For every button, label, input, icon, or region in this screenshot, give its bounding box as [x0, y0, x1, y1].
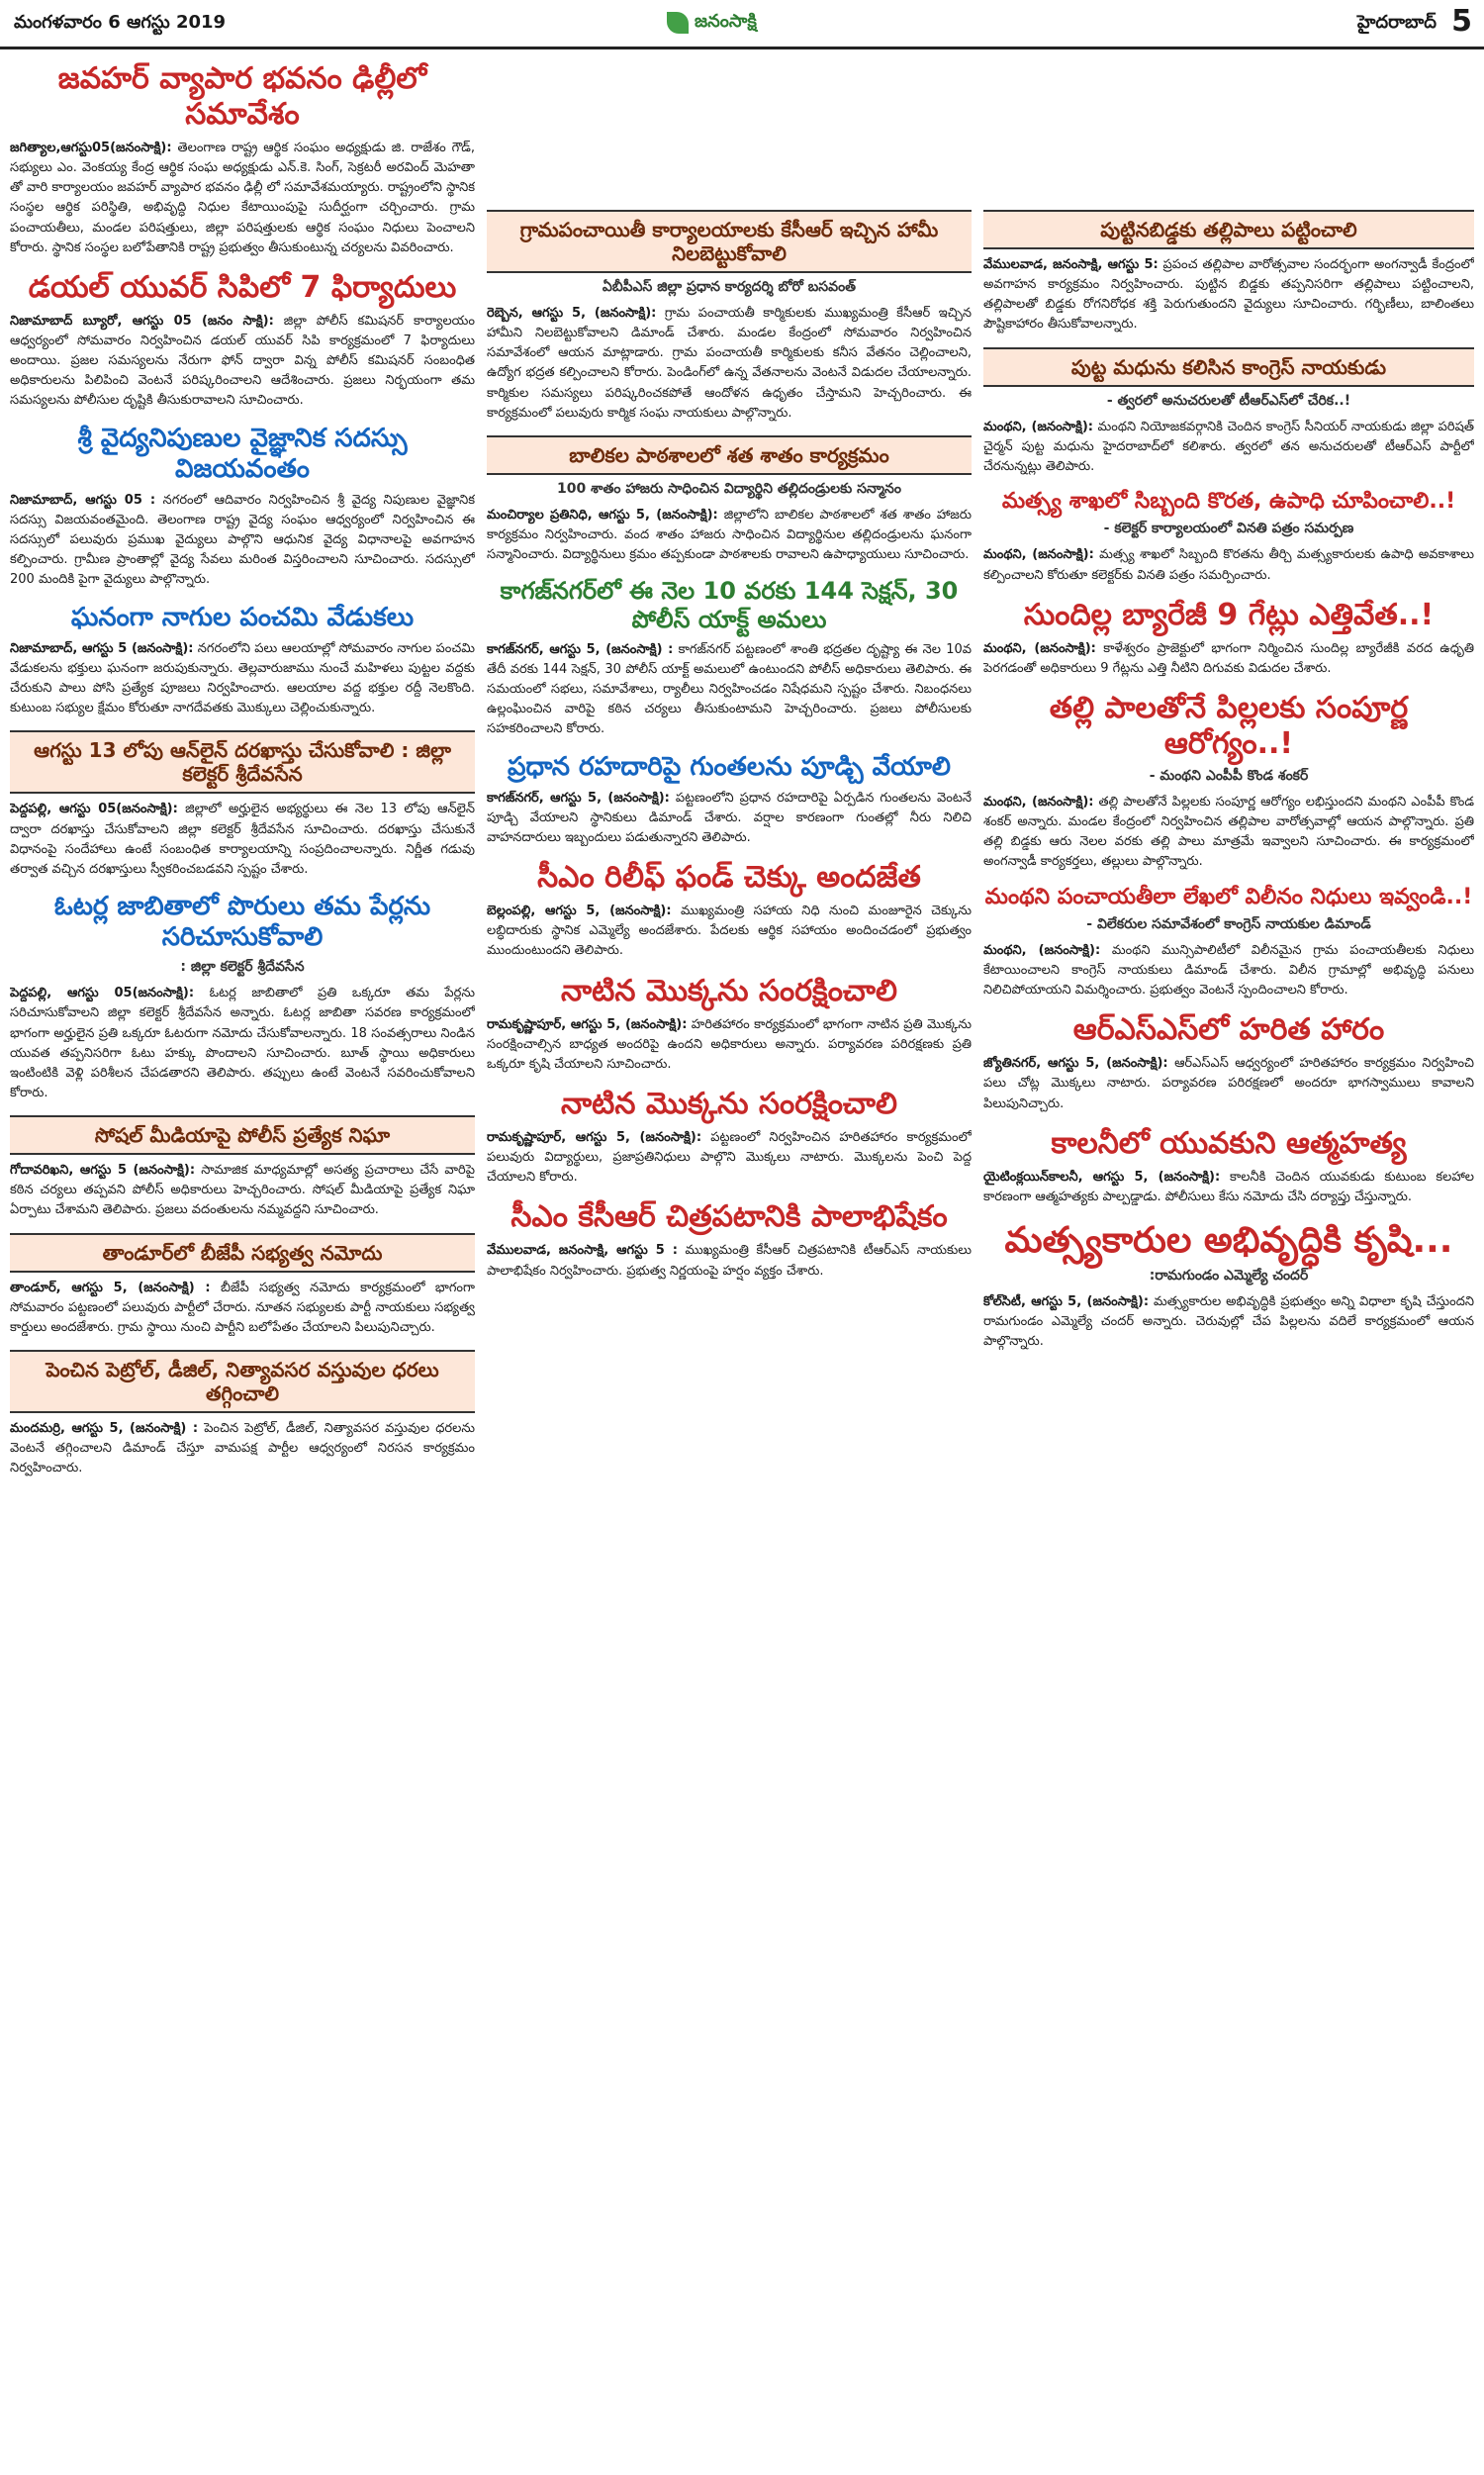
dateline: తాండూర్, ఆగస్టు 5, (జనంసాక్షి) :	[10, 1280, 211, 1295]
article	[983, 1012, 1474, 1113]
article-text: సామాజిక మాధ్యమాల్లో అసత్య ప్రచారాలు చేసే వారిపై కఠిన చర్యలు తప్పవని పోలీస్ అధికారులు హెచ్చరించారు. సోషల్ మీడియాపై ప్రత్యేక నిఘా ఏర్పాటు చేశామని తెలిపారు. ప్రజలు వదంతులను నమ్మవద్దని సూచించారు.	[10, 1163, 475, 1218]
dateline: బెల్లంపల్లి, ఆగస్టు 5, (జనంసాక్షి):	[487, 904, 672, 919]
headline: గ్రామపంచాయితీ కార్యాలయాలకు కేసీఆర్ ఇచ్చిన హామీ నిలబెట్టుకోవాలి	[487, 210, 972, 273]
dateline: మంథని, (జనంసాక్షి):	[983, 942, 1101, 958]
article	[487, 435, 972, 565]
article	[10, 730, 475, 880]
article-body	[10, 639, 475, 719]
article	[487, 1087, 972, 1188]
article-body	[983, 255, 1474, 335]
dateline: నిజామాబాద్, ఆగస్టు 05 :	[10, 492, 156, 508]
article	[487, 210, 972, 424]
article-body	[487, 640, 972, 740]
dateline: మంథని, (జనంసాక్షి):	[983, 640, 1096, 656]
article	[983, 1219, 1474, 1353]
headline: పుట్ట మధును కలిసిన కాంగ్రెస్ నాయకుడు	[983, 347, 1474, 387]
headline: శ్రీ వైద్యనిపుణుల వైజ్ఞానిక సదస్సు విజయవంతం	[77, 423, 408, 484]
article	[487, 752, 972, 849]
article-text: గ్రామ పంచాయతీ కార్మికులకు ముఖ్యమంత్రి కేసీఆర్ ఇచ్చిన హామీని నిలబెట్టుకోవాలని డిమాండ్ చేశారు. మండల కేంద్రంలో సోమవారం నిర్వహించిన సమావేశంలో ఆయన మాట్లాడారు. గ్రామ పంచాయతీ కార్మికులకు కనీస వేతనం చెల్లించాలని, ఉద్యోగ భద్రత కల్పించాలని కోరారు. పెండింగ్‌లో ఉన్న వేతనాలను వెంటనే విడుదల చేయాలన్నారు. కార్మికుల సమస్యలు పరిష్కరించకపోతే ఆందోళన ఉధృతం చేస్తామని హెచ్చరించారు. ఈ కార్యక్రమంలో పలువురు కార్మిక సంఘ నాయకులు పాల్గొన్నారు.	[487, 306, 972, 421]
article	[487, 1199, 972, 1281]
article-text: మంథని మున్సిపాలిటీలో విలీనమైన గ్రామ పంచాయతీలకు నిధులు కేటాయించాలని కాంగ్రెస్ నాయకులు డిమాండ్ చేశారు. విలీన గ్రామాల్లో అభివృద్ధి పనులు నిలిచిపోయాయని విమర్శించారు. ప్రభుత్వం వెంటనే స్పందించాలని కోరారు.	[983, 942, 1474, 999]
article-body	[10, 1279, 475, 1338]
dateline: కాగజ్‌నగర్, ఆగస్టు 5, (జనంసాక్షి):	[487, 790, 670, 806]
article-text: తల్లి పాలతోనే పిల్లలకు సంపూర్ణ ఆరోగ్యం లభిస్తుందని మంథని ఎంపీపీ కొండ శంకర్ అన్నారు. మండల కేంద్రంలో నిర్వహించిన తల్లిపాల వారోత్సవాల్లో ఆయన పాల్గొన్నారు. ప్రతి తల్లి బిడ్డకు ఆరు నెలల వరకు తల్లి పాలు మాత్రమే ఇవ్వాలని సూచించారు. ఈ కార్యక్రమంలో అంగన్వాడీ కార్యకర్తలు, తల్లులు పాల్గొన్నారు.	[983, 794, 1474, 870]
dateline: పెద్దపల్లి, ఆగస్టు 05(జనంసాక్షి):	[10, 802, 178, 817]
article	[10, 892, 475, 1103]
paper-logo	[653, 6, 771, 40]
article-text: జిల్లాలో అర్హులైన అభ్యర్థులు ఈ నెల 13 లోపు ఆన్‌లైన్ ద్వారా దరఖాస్తు చేసుకోవాలని జిల్లా కలెక్టర్ శ్రీదేవసేన సూచించారు. దరఖాస్తు చేసుకునే విధానంపై సందేహాలు ఉంటే సంబంధిత కార్యాలయాన్ని సంప్రదించాలన్నారు. నిర్ణీత గడువు తర్వాత వచ్చిన దరఖాస్తులు స్వీకరించబడవని స్పష్టం చేశారు.	[10, 802, 475, 877]
headline: ఓటర్ల జాబితాలో పొరులు తమ పేర్లను సరిచూసుకోవాలి	[53, 891, 431, 953]
headline: సుందిల్ల బ్యారేజీ 9 గేట్లు ఎత్తివేత..!	[1023, 597, 1435, 632]
article	[983, 598, 1474, 679]
article-body	[10, 800, 475, 880]
top-continuation-area	[983, 61, 1474, 210]
article	[10, 270, 475, 412]
subhead: - త్వరలో అనుచరులతో టీఆర్ఎస్‌లో చేరిక..!	[1106, 392, 1351, 409]
article	[983, 885, 1474, 1001]
headline: సోషల్ మీడియాపై పోలీస్ ప్రత్యేక నిఘా	[10, 1115, 475, 1155]
headline: తల్లి పాలతోనే పిల్లలకు సంపూర్ణ ఆరోగ్యం..!	[1049, 690, 1409, 761]
headline: ఆగస్టు 13 లోపు ఆన్‌లైన్ దరఖాస్తు చేసుకోవాలి : జిల్లా కలెక్టర్ శ్రీదేవసేన	[10, 730, 475, 794]
article	[487, 577, 972, 739]
article	[10, 61, 475, 258]
subhead: - విలేకరుల సమావేశంలో కాంగ్రెస్ నాయకుల డిమాండ్	[1086, 915, 1371, 932]
article-text: తెలంగాణ రాష్ట్ర ఆర్థిక సంఘం అధ్యక్షుడు జి. రాజేశం గౌడ్, సభ్యులు ఎం. వెంకయ్య కేంద్ర ఆర్థిక సంఘ అధ్యక్షుడు ఎన్.కె. సింగ్, సెక్రటరీ అరవింద్ మెహతా తో వారి కార్యాలయం జవహర్ వ్యాపార భవనం ఢిల్లీ లో సమావేశమయ్యారు. రాష్ట్రంలోని స్థానిక సంస్థల ఆర్థిక పరిస్థితి, అభివృద్ధి నిధుల కేటాయింపుపై సుదీర్ఘంగా చర్చించారు. గ్రామ పంచాయతీలు, మండల పరిషత్తులు, జిల్లా పరిషత్తులకు ఆర్థిక సంఘం నిధులు పెంచాలని కోరారు. స్థానిక సంస్థల బలోపేతానికి రాష్ట్ర ప్రభుత్వం తీసుకుంటున్న చర్యలను వివరించారు.	[10, 141, 475, 255]
headline: ఘనంగా నాగుల పంచమి వేడుకలు	[70, 602, 415, 632]
headline: ప్రధాన రహదారిపై గుంతలను పూడ్చి వేయాలి	[508, 751, 951, 782]
article-text: బీజేపీ సభ్యత్వ నమోదు కార్యక్రమంలో భాగంగా సోమవారం పట్టణంలో పలువురు పార్టీలో చేరారు. నూతన సభ్యులకు పార్టీ నాయకులు సభ్యత్వ కార్డులు అందజేశారు. గ్రామ స్థాయి నుంచి పార్టీని బలోపేతం చేయాలని పిలుపునిచ్చారు.	[10, 1280, 475, 1335]
subhead: - మంథని ఎంపీపీ కొండ శంకర్	[1149, 767, 1309, 784]
article-body	[983, 1168, 1474, 1207]
dateline: మంచిర్యాల ప్రతినిధి, ఆగస్టు 5, (జనంసాక్షి):	[487, 507, 718, 523]
dateline: వేములవాడ, జనంసాక్షి, ఆగస్టు 5:	[983, 257, 1159, 272]
article-body	[487, 1241, 972, 1281]
article-text: జిల్లాలోని బాలికల పాఠశాలలో శత శాతం హాజరు కార్యక్రమం నిర్వహించారు. వంద శాతం హాజరు సాధించిన విద్యార్థినుల తల్లిదండ్రులను ఘనంగా సన్మానించారు. విద్యార్థినులు క్రమం తప్పకుండా పాఠశాలకు రావాలని ఉపాధ్యాయులు సూచించారు.	[487, 507, 972, 563]
subhead: : జిల్లా కలెక్టర్ శ్రీదేవసేన	[180, 959, 305, 976]
dateline: గోదావరిఖని, ఆగస్టు 5 (జనంసాక్షి):	[10, 1163, 196, 1179]
article-text: జిల్లా పోలీస్ కమిషనర్ కార్యాలయం ఆధ్వర్యంలో సోమవారం నిర్వహించిన డయల్ యువర్ సిపి కార్యక్రమంలో 7 ఫిర్యాదులు అందాయి. ప్రజల సమస్యలను నేరుగా ఫోన్ ద్వారా విన్న పోలీస్ కమిషనర్ సంబంధిత అధికారులను పిలిపించి వెంటనే పరిష్కరించాలని ఆదేశించారు. ప్రజలు నిర్భయంగా తమ సమస్యలను పోలీసుల దృష్టికి తీసుకురావాలని సూచించారు.	[10, 313, 475, 409]
column-1	[10, 61, 475, 2466]
headline: పుట్టినబిడ్డకు తల్లిపాలు పట్టించాలి	[983, 210, 1474, 249]
article-body	[983, 1054, 1474, 1113]
subhead: - కలెక్టర్ కార్యాలయంలో వినతి పత్రం సమర్పణ	[1103, 521, 1354, 537]
article-body	[10, 491, 475, 591]
dateline: యైటింక్లయిన్‌కాలనీ, ఆగస్టు 5, (జనంసాక్షి):	[983, 1169, 1221, 1185]
issue-date: మంగళవారం 6 ఆగస్టు 2019	[14, 12, 227, 33]
article-text: పట్టణంలో నిర్వహించిన హరితహారం కార్యక్రమంలో పలువురు విద్యార్థులు, ప్రజాప్రతినిధులు పాల్గొని మొక్కలు నాటారు. మొక్కలను పెంచి పెద్ద చేయాలని కోరారు.	[487, 1130, 972, 1186]
headline: బాలికల పాఠశాలలో శత శాతం కార్యక్రమం	[487, 435, 972, 475]
headline: కాగజ్‌నగర్‌లో ఈ నెల 10 వరకు 144 సెక్షన్, 30 పోలీస్ యాక్ట్ అమలు	[500, 577, 959, 634]
edition-city: హైదరాబాద్	[1356, 12, 1437, 33]
headline: తాండూర్‌లో బీజేపీ సభ్యత్వ నమోదు	[10, 1233, 475, 1273]
article-text: మత్స్య శాఖలో సిబ్బంది కొరతను తీర్చి మత్స్యకారులకు ఉపాధి అవకాశాలు కల్పించాలని కోరుతూ కలెక్టర్‌కు వినతి పత్రం సమర్పించారు.	[983, 547, 1474, 583]
dateline: రామకృష్ణాపూర్, ఆగస్టు 5, (జనంసాక్షి):	[487, 1130, 702, 1146]
article-body	[10, 139, 475, 258]
article-body	[983, 545, 1474, 585]
article-text: పట్టణంలోని ప్రధాన రహదారిపై ఏర్పడిన గుంతలను వెంటనే పూడ్చి వేయాలని స్థానికులు డిమాండ్ చేశారు. వర్షాల కారణంగా గుంతల్లో నీరు నిలిచి వాహనదారులు ఇబ్బందులు పడుతున్నారని తెలిపారు.	[487, 790, 972, 846]
article-body	[487, 1128, 972, 1188]
dateline: నిజామాబాద్, ఆగస్టు 5 (జనంసాక్షి):	[10, 640, 194, 656]
page-number: 5	[1451, 4, 1472, 39]
top-continuation-area	[487, 61, 972, 210]
article-text: కాలనీకి చెందిన యువకుడు కుటుంబ కలహాల కారణంగా ఆత్మహత్యకు పాల్పడ్డాడు. పోలీసులు కేసు నమోదు చేసి దర్యాప్తు చేస్తున్నారు.	[983, 1169, 1474, 1204]
article	[10, 1350, 475, 1478]
headline: నాటిన మొక్కను సంరక్షించాలి	[561, 1087, 897, 1122]
article-text: మత్స్యకారుల అభివృద్ధికి ప్రభుత్వం అన్ని విధాలా కృషి చేస్తుందని రామగుండం ఎమ్మెల్యే చందర్ అన్నారు. చెరువుల్లో చేప పిల్లలను వదిలే కార్యక్రమంలో ఆయన పాల్గొన్నారు.	[983, 1294, 1474, 1350]
leaf-icon	[667, 12, 689, 34]
subhead: :రామగుండం ఎమ్మెల్యే చందర్	[1149, 1268, 1309, 1285]
headline: మంథని పంచాయతీలా లేఖలో విలీనం నిధులు ఇవ్వండి..!	[984, 884, 1473, 909]
article-body	[983, 1292, 1474, 1352]
article-text: ఓటర్ల జాబితాలో ప్రతి ఒక్కరూ తమ పేర్లను సరిచూసుకోవాలని జిల్లా కలెక్టర్ శ్రీదేవసేన అన్నారు. ఓటర్ల జాబితా సవరణ కార్యక్రమంలో భాగంగా అర్హులైన ప్రతి ఒక్కరూ ఓటరుగా నమోదు చేసుకోవాలన్నారు. 18 సంవత్సరాలు నిండిన యువత తప్పనిసరిగా ఓటు హక్కు పొందాలని సూచించారు. బూత్ స్థాయి అధికారులు ఇంటింటికి వెళ్లి పరిశీలన చేపడతారని తెలిపారు. తప్పులు ఉంటే వెంటనే సవరించుకోవాలని కోరారు.	[10, 986, 475, 1101]
article-body	[487, 1015, 972, 1075]
dateline: మందమర్రి, ఆగస్టు 5, (జనంసాక్షి) :	[10, 1421, 199, 1436]
article	[983, 210, 1474, 335]
dateline: నిజామాబాద్ బ్యూరో, ఆగస్టు 05 (జనం సాక్షి):	[10, 313, 274, 329]
article-text: ముఖ్యమంత్రి సహాయ నిధి నుంచి మంజూరైన చెక్కును లబ్ధిదారుకు స్థానిక ఎమ్మెల్యే అందజేశారు. పేదలకు ఆర్థిక సహాయం అందించడంలో ప్రభుత్వం ముందుంటుందని తెలిపారు.	[487, 904, 972, 959]
article	[487, 860, 972, 961]
headline: ఆర్ఎస్ఎస్‌లో హరిత హారం	[1072, 1012, 1385, 1048]
headline: మత్స్య శాఖలో సిబ్బంది కొరత, ఉపాధి చూపించాలి..!	[1001, 488, 1456, 514]
article-text: కాగజ్‌నగర్ పట్టణంలో శాంతి భద్రతల దృష్ట్యా ఈ నెల 10వ తేదీ వరకు 144 సెక్షన్, 30 పోలీస్ యాక్ట్ అమలులో ఉంటుందని పోలీస్ అధికారులు తెలిపారు. ఈ సమయంలో సభలు, సమావేశాలు, ర్యాలీలు నిర్వహించడం నిషేధమని స్పష్టం చేశారు. నిబంధనలు ఉల్లంఘించిన వారిపై కఠిన చర్యలు తీసుకుంటామని హెచ్చరించారు. ప్రజలు పోలీసులకు సహకరించాలని కోరారు.	[487, 641, 972, 737]
headline: పెంచిన పెట్రోల్, డీజిల్, నిత్యావసర వస్తువుల ధరలు తగ్గించాలి	[10, 1350, 475, 1413]
article	[10, 1233, 475, 1338]
article-text: ప్రపంచ తల్లిపాల వారోత్సవాల సందర్భంగా అంగన్వాడీ కేంద్రంలో అవగాహన కార్యక్రమం నిర్వహించారు. పుట్టిన బిడ్డకు తప్పనిసరిగా తల్లిపాలు పట్టించాలని, తల్లిపాలతో బిడ్డకు రోగనిరోధక శక్తి పెరుగుతుందని వైద్యులు సూచించారు. గర్భిణీలు, బాలింతలు పౌష్టికాహారం తీసుకోవాలన్నారు.	[983, 257, 1474, 333]
dateline: కాగజ్‌నగర్, ఆగస్టు 5, (జనంసాక్షి) :	[487, 641, 674, 657]
article-text: కాళేశ్వరం ప్రాజెక్టులో భాగంగా నిర్మించిన సుందిల్ల బ్యారేజీకి వరద ఉధృతి పెరగడంతో అధికారులు 9 గేట్లను ఎత్తి నీటిని దిగువకు విడుదల చేశారు.	[983, 640, 1474, 676]
column-3	[983, 61, 1474, 2466]
article	[983, 691, 1474, 873]
article-text: పెంచిన పెట్రోల్, డీజిల్, నిత్యావసర వస్తువుల ధరలను వెంటనే తగ్గించాలని డిమాండ్ చేస్తూ వామపక్ష పార్టీల ఆధ్వర్యంలో నిరసన కార్యక్రమం నిర్వహించారు.	[10, 1421, 475, 1476]
article-text: హరితహారం కార్యక్రమంలో భాగంగా నాటిన ప్రతి మొక్కను సంరక్షించాల్సిన బాధ్యత అందరిపై ఉందని అధికారులు అన్నారు. పర్యావరణ పరిరక్షణకు ప్రతి ఒక్కరూ కృషి చేయాలని సూచించారు.	[487, 1016, 972, 1072]
article-body	[10, 984, 475, 1103]
article-text: మంథని నియోజకవర్గానికి చెందిన కాంగ్రెస్ సీనియర్ నాయకుడు జిల్లా పరిషత్ చైర్మన్ పుట్ట మధును హైదరాబాద్‌లో కలిశారు. త్వరలో తన అనుచరులతో టీఆర్ఎస్ పార్టీలో చేరనున్నట్లు తెలిపారు.	[983, 419, 1474, 474]
article-body	[983, 793, 1474, 873]
dateline: జ్యోతినగర్, ఆగస్టు 5, (జనంసాక్షి):	[983, 1056, 1168, 1072]
headline: కాలనీలో యువకుని ఆత్మహత్య	[1051, 1125, 1407, 1161]
article	[983, 1126, 1474, 1207]
article-body	[983, 418, 1474, 477]
article	[487, 974, 972, 1075]
article-body	[10, 1161, 475, 1220]
article-body	[10, 1419, 475, 1478]
article-text: నగరంలోని పలు ఆలయాల్లో సోమవారం నాగుల పంచమి వేడుకలను భక్తులు ఘనంగా జరుపుకున్నారు. తెల్లవారుజాము నుంచే మహిళలు పుట్టల వద్దకు చేరుకుని పాలు పోసి ప్రత్యేక పూజలు నిర్వహించారు. ఆలయాల వద్ద భక్తుల రద్దీ నెలకొంది. కుటుంబ సభ్యుల క్షేమం కోరుతూ నాగదేవతకు మొక్కులు చెల్లించుకున్నారు.	[10, 640, 475, 716]
dateline: మంథని, (జనంసాక్షి):	[983, 547, 1094, 563]
dateline: మంథని, (జనంసాక్షి):	[983, 419, 1093, 434]
paper-name: జనంసాక్షి	[695, 10, 757, 32]
masthead	[0, 0, 1484, 49]
article-body	[983, 639, 1474, 679]
headline: సీఎం రిలీఫ్ ఫండ్ చెక్కు అందజేత	[537, 860, 921, 896]
article	[10, 1115, 475, 1220]
article-body	[487, 304, 972, 424]
column-2	[487, 61, 972, 2466]
dateline: రామకృష్ణాపూర్, ఆగస్టు 5, (జనంసాక్షి):	[487, 1016, 688, 1032]
headline: సీఎం కేసీఆర్ చిత్రపటానికి పాలాభిషేకం	[510, 1199, 948, 1235]
article-text: నగరంలో ఆదివారం నిర్వహించిన శ్రీ వైద్య నిపుణుల వైజ్ఞానిక సదస్సు విజయవంతమైంది. తెలంగాణ రాష్ట్ర వైద్య సంఘం ఆధ్వర్యంలో నిర్వహించిన ఈ సదస్సులో పలువురు ప్రముఖ వైద్యులు పాల్గొని ఆధునిక వైద్య విధానాలపై అవగాహన కల్పించారు. గ్రామీణ ప్రాంతాల్లో వైద్య సేవలు మరింత విస్తరించాలని సూచించారు. సదస్సులో 200 మందికి పైగా వైద్యులు పాల్గొన్నారు.	[10, 492, 475, 588]
dateline: జగిత్యాల,ఆగస్టు05(జనంసాక్షి):	[10, 141, 172, 155]
subhead: ఏబీపీఎస్ జిల్లా ప్రధాన కార్యదర్శి బోరో బసవంత్	[602, 279, 857, 295]
headline: మత్స్యకారుల అభివృద్ధికి కృషి...	[1004, 1220, 1453, 1262]
article	[10, 424, 475, 591]
dateline: వేములవాడ, జనంసాక్షి, ఆగస్టు 5 :	[487, 1243, 678, 1259]
article	[10, 603, 475, 719]
dateline: రెబ్బెన, ఆగస్టు 5, (జనంసాక్షి):	[487, 306, 657, 321]
article-body	[10, 312, 475, 412]
article-body	[487, 506, 972, 565]
article-body	[487, 789, 972, 848]
article-body	[983, 941, 1474, 1000]
article	[983, 347, 1474, 477]
subhead: 100 శాతం హాజరు సాధించిన విద్యార్థిని తల్లిదండ్రులకు సన్మానం	[557, 480, 901, 497]
dateline: మంథని, (జనంసాక్షి):	[983, 794, 1094, 809]
headline: డయల్ యువర్ సిపిలో 7 ఫిర్యాదులు	[28, 269, 457, 305]
dateline: పెద్దపల్లి, ఆగస్టు 05(జనంసాక్షి):	[10, 986, 195, 1001]
article-text: ఆర్ఎస్ఎస్ ఆధ్వర్యంలో హరితహారం కార్యక్రమం నిర్వహించి పలు చోట్ల మొక్కలు నాటారు. పర్యావరణ పరిరక్షణలో అందరూ భాగస్వాములు కావాలని పిలుపునిచ్చారు.	[983, 1056, 1474, 1111]
article	[983, 489, 1474, 586]
headline: జవహర్ వ్యాపార భవనం ఢిల్లీలో సమావేశం	[57, 61, 427, 132]
headline: నాటిన మొక్కను సంరక్షించాలి	[561, 973, 897, 1008]
article-text: ముఖ్యమంత్రి కేసీఆర్ చిత్రపటానికి టీఆర్ఎస్ నాయకులు పాలాభిషేకం నిర్వహించారు. ప్రభుత్వ నిర్ణయంపై హర్షం వ్యక్తం చేశారు.	[487, 1243, 972, 1279]
article-body	[487, 902, 972, 961]
dateline: కోల్‌సిటీ, ఆగస్టు 5, (జనంసాక్షి):	[983, 1294, 1150, 1310]
